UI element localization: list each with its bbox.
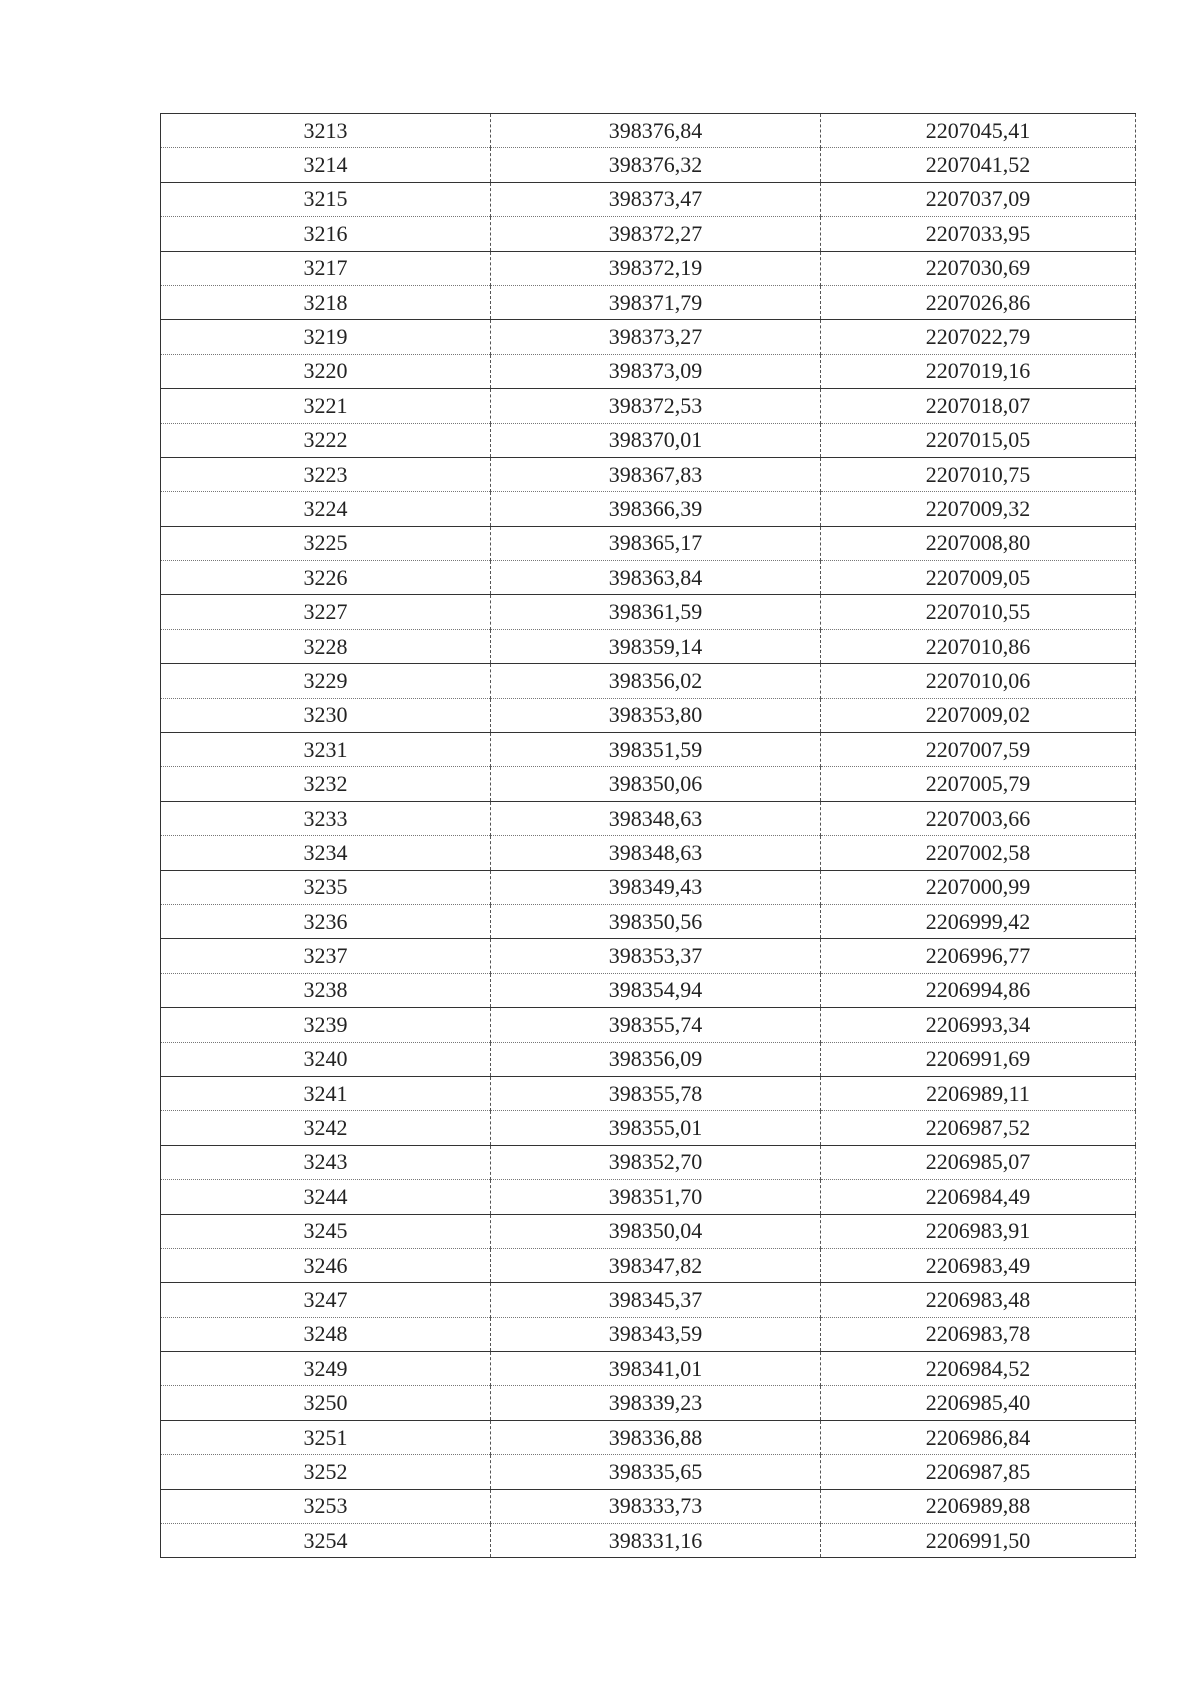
point-number-cell: 3249 (161, 1352, 491, 1386)
table-row (161, 1076, 1136, 1110)
point-number-cell: 3243 (161, 1145, 491, 1179)
y-coordinate-cell: 2206983,91 (821, 1214, 1136, 1248)
x-coordinate-cell: 398363,84 (491, 561, 821, 595)
table-row (161, 939, 1136, 973)
point-number-cell: 3237 (161, 939, 491, 973)
table-row (161, 1180, 1136, 1214)
point-number-cell: 3247 (161, 1283, 491, 1317)
x-coordinate-cell: 398365,17 (491, 526, 821, 560)
point-number-cell: 3232 (161, 767, 491, 801)
point-number-cell: 3217 (161, 251, 491, 285)
point-number-cell: 3239 (161, 1008, 491, 1042)
table-row (161, 767, 1136, 801)
point-number-cell: 3240 (161, 1042, 491, 1076)
x-coordinate-cell: 398355,01 (491, 1111, 821, 1145)
y-coordinate-cell: 2206991,50 (821, 1524, 1136, 1558)
point-number-cell: 3241 (161, 1076, 491, 1110)
point-number-cell: 3245 (161, 1214, 491, 1248)
point-number-cell: 3215 (161, 182, 491, 216)
point-number-cell: 3248 (161, 1317, 491, 1351)
table-row (161, 870, 1136, 904)
y-coordinate-cell: 2206999,42 (821, 904, 1136, 938)
x-coordinate-cell: 398356,02 (491, 664, 821, 698)
table-row (161, 320, 1136, 354)
table-row (161, 904, 1136, 938)
table-row (161, 389, 1136, 423)
y-coordinate-cell: 2206983,49 (821, 1248, 1136, 1282)
x-coordinate-cell: 398347,82 (491, 1248, 821, 1282)
y-coordinate-cell: 2207019,16 (821, 354, 1136, 388)
x-coordinate-cell: 398366,39 (491, 492, 821, 526)
point-number-cell: 3231 (161, 733, 491, 767)
y-coordinate-cell: 2207009,05 (821, 561, 1136, 595)
table-row (161, 801, 1136, 835)
table-row (161, 492, 1136, 526)
table-row (161, 457, 1136, 491)
point-number-cell: 3234 (161, 836, 491, 870)
y-coordinate-cell: 2207018,07 (821, 389, 1136, 423)
table-row (161, 1283, 1136, 1317)
table-row (161, 1489, 1136, 1523)
x-coordinate-cell: 398367,83 (491, 457, 821, 491)
x-coordinate-cell: 398372,19 (491, 251, 821, 285)
y-coordinate-cell: 2207041,52 (821, 148, 1136, 182)
table-row (161, 251, 1136, 285)
table-row (161, 1386, 1136, 1420)
x-coordinate-cell: 398359,14 (491, 629, 821, 663)
point-number-cell: 3224 (161, 492, 491, 526)
y-coordinate-cell: 2207008,80 (821, 526, 1136, 560)
x-coordinate-cell: 398331,16 (491, 1524, 821, 1558)
y-coordinate-cell: 2207007,59 (821, 733, 1136, 767)
y-coordinate-cell: 2207026,86 (821, 285, 1136, 319)
x-coordinate-cell: 398339,23 (491, 1386, 821, 1420)
point-number-cell: 3236 (161, 904, 491, 938)
table-row (161, 1111, 1136, 1145)
coordinates-table (160, 113, 1136, 1558)
y-coordinate-cell: 2206985,07 (821, 1145, 1136, 1179)
table-row (161, 1420, 1136, 1454)
x-coordinate-cell: 398373,47 (491, 182, 821, 216)
y-coordinate-cell: 2207005,79 (821, 767, 1136, 801)
y-coordinate-cell: 2206983,78 (821, 1317, 1136, 1351)
x-coordinate-cell: 398353,80 (491, 698, 821, 732)
y-coordinate-cell: 2206991,69 (821, 1042, 1136, 1076)
y-coordinate-cell: 2206984,52 (821, 1352, 1136, 1386)
x-coordinate-cell: 398345,37 (491, 1283, 821, 1317)
table-row (161, 595, 1136, 629)
x-coordinate-cell: 398371,79 (491, 285, 821, 319)
table-row (161, 973, 1136, 1007)
table-row (161, 1317, 1136, 1351)
y-coordinate-cell: 2207010,86 (821, 629, 1136, 663)
y-coordinate-cell: 2207030,69 (821, 251, 1136, 285)
x-coordinate-cell: 398373,27 (491, 320, 821, 354)
table-row (161, 148, 1136, 182)
table-row (161, 423, 1136, 457)
point-number-cell: 3246 (161, 1248, 491, 1282)
y-coordinate-cell: 2207015,05 (821, 423, 1136, 457)
point-number-cell: 3218 (161, 285, 491, 319)
x-coordinate-cell: 398352,70 (491, 1145, 821, 1179)
y-coordinate-cell: 2206989,88 (821, 1489, 1136, 1523)
point-number-cell: 3216 (161, 217, 491, 251)
y-coordinate-cell: 2207010,06 (821, 664, 1136, 698)
x-coordinate-cell: 398351,59 (491, 733, 821, 767)
x-coordinate-cell: 398350,06 (491, 767, 821, 801)
point-number-cell: 3214 (161, 148, 491, 182)
y-coordinate-cell: 2207000,99 (821, 870, 1136, 904)
y-coordinate-cell: 2206989,11 (821, 1076, 1136, 1110)
table-row (161, 1524, 1136, 1558)
table-row (161, 836, 1136, 870)
x-coordinate-cell: 398372,53 (491, 389, 821, 423)
y-coordinate-cell: 2207009,32 (821, 492, 1136, 526)
point-number-cell: 3235 (161, 870, 491, 904)
y-coordinate-cell: 2206985,40 (821, 1386, 1136, 1420)
point-number-cell: 3254 (161, 1524, 491, 1558)
y-coordinate-cell: 2207045,41 (821, 114, 1136, 148)
y-coordinate-cell: 2207037,09 (821, 182, 1136, 216)
y-coordinate-cell: 2207003,66 (821, 801, 1136, 835)
table-row (161, 733, 1136, 767)
point-number-cell: 3228 (161, 629, 491, 663)
x-coordinate-cell: 398341,01 (491, 1352, 821, 1386)
y-coordinate-cell: 2207010,75 (821, 457, 1136, 491)
x-coordinate-cell: 398356,09 (491, 1042, 821, 1076)
table-row (161, 114, 1136, 148)
point-number-cell: 3223 (161, 457, 491, 491)
x-coordinate-cell: 398333,73 (491, 1489, 821, 1523)
x-coordinate-cell: 398355,78 (491, 1076, 821, 1110)
x-coordinate-cell: 398376,32 (491, 148, 821, 182)
point-number-cell: 3253 (161, 1489, 491, 1523)
x-coordinate-cell: 398361,59 (491, 595, 821, 629)
point-number-cell: 3252 (161, 1455, 491, 1489)
table-row (161, 354, 1136, 388)
table-row (161, 285, 1136, 319)
table-row (161, 1455, 1136, 1489)
table-row (161, 629, 1136, 663)
y-coordinate-cell: 2206984,49 (821, 1180, 1136, 1214)
point-number-cell: 3227 (161, 595, 491, 629)
point-number-cell: 3219 (161, 320, 491, 354)
y-coordinate-cell: 2207022,79 (821, 320, 1136, 354)
y-coordinate-cell: 2206987,85 (821, 1455, 1136, 1489)
table-row (161, 182, 1136, 216)
x-coordinate-cell: 398349,43 (491, 870, 821, 904)
point-number-cell: 3250 (161, 1386, 491, 1420)
y-coordinate-cell: 2206994,86 (821, 973, 1136, 1007)
point-number-cell: 3220 (161, 354, 491, 388)
table-row (161, 1042, 1136, 1076)
x-coordinate-cell: 398350,04 (491, 1214, 821, 1248)
table-row (161, 1145, 1136, 1179)
y-coordinate-cell: 2207033,95 (821, 217, 1136, 251)
x-coordinate-cell: 398350,56 (491, 904, 821, 938)
point-number-cell: 3225 (161, 526, 491, 560)
point-number-cell: 3226 (161, 561, 491, 595)
table-row (161, 526, 1136, 560)
y-coordinate-cell: 2206996,77 (821, 939, 1136, 973)
y-coordinate-cell: 2207010,55 (821, 595, 1136, 629)
x-coordinate-cell: 398355,74 (491, 1008, 821, 1042)
table-row (161, 1248, 1136, 1282)
x-coordinate-cell: 398336,88 (491, 1420, 821, 1454)
point-number-cell: 3221 (161, 389, 491, 423)
table-row (161, 1008, 1136, 1042)
point-number-cell: 3242 (161, 1111, 491, 1145)
point-number-cell: 3213 (161, 114, 491, 148)
y-coordinate-cell: 2207002,58 (821, 836, 1136, 870)
table-row (161, 664, 1136, 698)
x-coordinate-cell: 398376,84 (491, 114, 821, 148)
point-number-cell: 3244 (161, 1180, 491, 1214)
point-number-cell: 3229 (161, 664, 491, 698)
point-number-cell: 3238 (161, 973, 491, 1007)
x-coordinate-cell: 398351,70 (491, 1180, 821, 1214)
x-coordinate-cell: 398335,65 (491, 1455, 821, 1489)
x-coordinate-cell: 398353,37 (491, 939, 821, 973)
point-number-cell: 3230 (161, 698, 491, 732)
table-row (161, 1352, 1136, 1386)
x-coordinate-cell: 398348,63 (491, 801, 821, 835)
x-coordinate-cell: 398354,94 (491, 973, 821, 1007)
y-coordinate-cell: 2206986,84 (821, 1420, 1136, 1454)
point-number-cell: 3251 (161, 1420, 491, 1454)
x-coordinate-cell: 398348,63 (491, 836, 821, 870)
x-coordinate-cell: 398373,09 (491, 354, 821, 388)
y-coordinate-cell: 2206983,48 (821, 1283, 1136, 1317)
x-coordinate-cell: 398372,27 (491, 217, 821, 251)
table-row (161, 698, 1136, 732)
table-row (161, 1214, 1136, 1248)
point-number-cell: 3233 (161, 801, 491, 835)
x-coordinate-cell: 398370,01 (491, 423, 821, 457)
table-row (161, 561, 1136, 595)
y-coordinate-cell: 2206993,34 (821, 1008, 1136, 1042)
coordinates-table-body (161, 114, 1136, 1558)
table-row (161, 217, 1136, 251)
y-coordinate-cell: 2207009,02 (821, 698, 1136, 732)
y-coordinate-cell: 2206987,52 (821, 1111, 1136, 1145)
x-coordinate-cell: 398343,59 (491, 1317, 821, 1351)
point-number-cell: 3222 (161, 423, 491, 457)
